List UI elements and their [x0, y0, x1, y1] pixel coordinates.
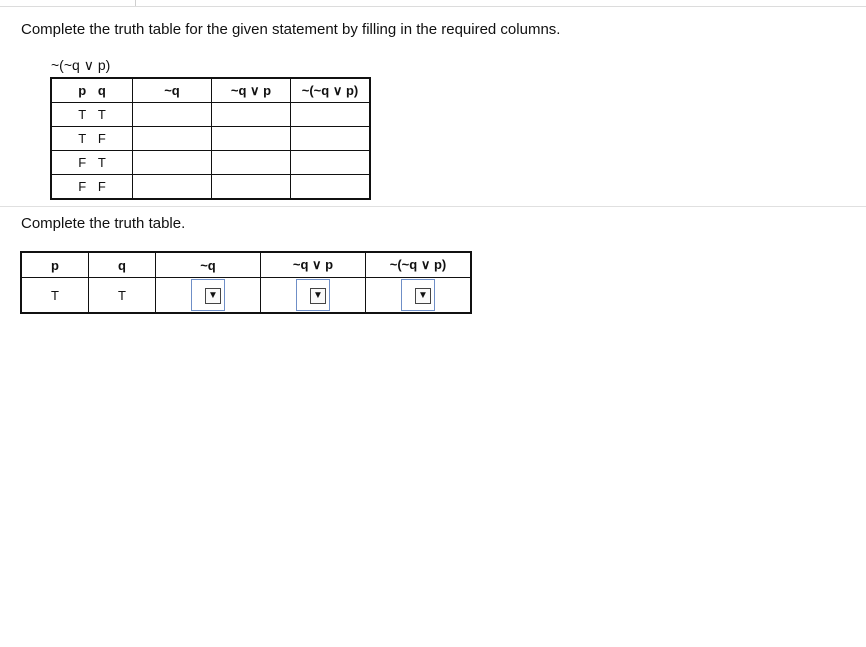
- cell-negation: [291, 103, 371, 127]
- cell-negation: [366, 278, 472, 314]
- header-negation: ~(~q ∨ p): [366, 252, 472, 278]
- cell-not-q: [133, 175, 212, 200]
- header-p: p: [78, 83, 87, 98]
- header-negation: ~(~q ∨ p): [291, 78, 371, 103]
- answer-header-row: [21, 252, 471, 278]
- dropdown-arrow-icon: ▼: [310, 288, 326, 304]
- cell-pq: [51, 127, 133, 151]
- cell-not-q-or-p: [212, 103, 291, 127]
- header-not-q: ~q: [133, 78, 212, 103]
- cell-not-q: [133, 151, 212, 175]
- table-row: [51, 175, 370, 200]
- header-not-q-or-p: ~q ∨ p: [212, 78, 291, 103]
- answer-truth-table: [20, 251, 472, 314]
- dropdown-arrow-icon: ▼: [415, 288, 431, 304]
- cell-not-q: [156, 278, 261, 314]
- section-divider: [0, 206, 866, 207]
- cell-q: T: [97, 107, 106, 122]
- cell-not-q: [133, 127, 212, 151]
- header-not-q-or-p: ~q ∨ p: [261, 252, 366, 278]
- cell-pq: [51, 175, 133, 200]
- cell-p: T: [78, 131, 87, 146]
- top-divider: [0, 6, 866, 7]
- header-q: q: [89, 252, 156, 278]
- not-q-dropdown[interactable]: [191, 279, 225, 311]
- cell-not-q-or-p: [212, 127, 291, 151]
- cell-p: T: [21, 278, 89, 314]
- cell-not-q-or-p: [212, 151, 291, 175]
- cell-not-q-or-p: [261, 278, 366, 314]
- negation-dropdown[interactable]: [401, 279, 435, 311]
- cell-p: F: [78, 155, 87, 170]
- table-row: [51, 151, 370, 175]
- cell-q: T: [89, 278, 156, 314]
- dropdown-arrow-icon: ▼: [205, 288, 221, 304]
- header-p: p: [21, 252, 89, 278]
- cell-q: T: [97, 155, 106, 170]
- cell-negation: [291, 175, 371, 200]
- cell-negation: [291, 127, 371, 151]
- cell-q: F: [97, 131, 106, 146]
- cell-negation: [291, 151, 371, 175]
- cell-pq: [51, 151, 133, 175]
- not-q-or-p-dropdown[interactable]: [296, 279, 330, 311]
- instruction-text-2: Complete the truth table.: [21, 215, 186, 232]
- cell-not-q-or-p: [212, 175, 291, 200]
- header-q: q: [97, 83, 106, 98]
- table-row: [51, 127, 370, 151]
- cell-p: F: [78, 179, 87, 194]
- header-not-q: ~q: [156, 252, 261, 278]
- table-row: [21, 278, 471, 314]
- table-row: [51, 103, 370, 127]
- instruction-text: Complete the truth table for the given statement by filling in the required columns.: [21, 21, 561, 38]
- cell-q: F: [97, 179, 106, 194]
- cell-not-q: [133, 103, 212, 127]
- reference-truth-table: [50, 77, 371, 200]
- header-pq: [51, 78, 133, 103]
- cell-pq: [51, 103, 133, 127]
- reference-header-row: [51, 78, 370, 103]
- top-divider-tick: [135, 0, 136, 6]
- statement-label: ~(~q ∨ p): [51, 57, 111, 73]
- cell-p: T: [78, 107, 87, 122]
